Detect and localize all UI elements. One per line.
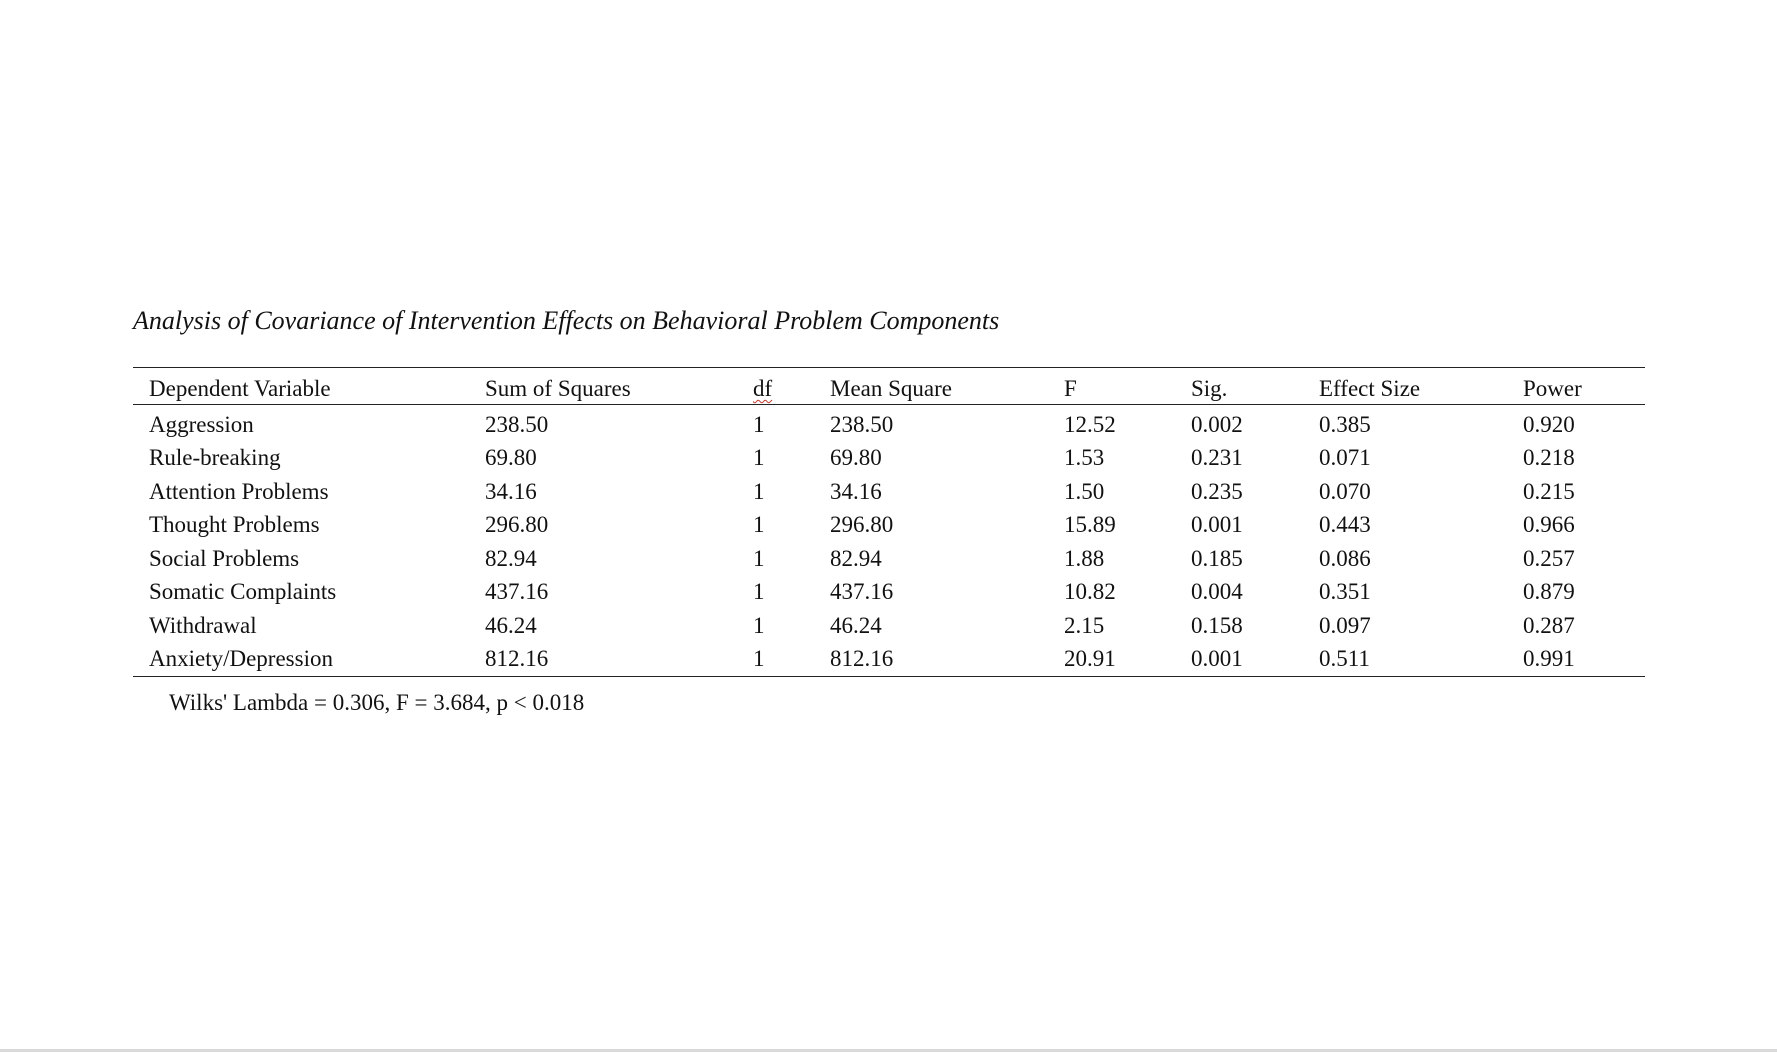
- header-f: F: [1064, 376, 1077, 401]
- cell-power: 0.920: [1523, 412, 1575, 437]
- cell-df: 1: [753, 512, 765, 538]
- cell-f: 20.91: [1064, 646, 1116, 672]
- cell-sig: 0.004: [1191, 579, 1243, 605]
- header-effect-size: Effect Size: [1319, 376, 1421, 401]
- cell-df: 1: [753, 445, 765, 471]
- table-row: [133, 575, 1645, 609]
- table-caption: Analysis of Covariance of Intervention Effects on Behavioral Problem Components: [133, 306, 1000, 335]
- cell-effect-size: 0.097: [1319, 612, 1371, 638]
- cell-dependent-variable: Rule-breaking: [149, 445, 281, 471]
- cell-dependent-variable: Social Problems: [149, 545, 300, 571]
- cell-sum-of-squares: 238.50: [485, 412, 549, 437]
- cell-mean-square: 69.80: [830, 445, 882, 471]
- cell-sum-of-squares: 437.16: [485, 579, 549, 605]
- cell-mean-square: 296.80: [830, 512, 894, 538]
- cell-dependent-variable: Somatic Complaints: [149, 579, 337, 605]
- cell-sig: 0.185: [1191, 545, 1243, 571]
- cell-mean-square: 812.16: [830, 646, 894, 672]
- header-sum-of-squares: Sum of Squares: [485, 376, 631, 401]
- header-power: Power: [1523, 376, 1582, 401]
- cell-effect-size: 0.443: [1319, 512, 1371, 538]
- cell-f: 2.15: [1064, 612, 1105, 638]
- cell-sig: 0.231: [1191, 445, 1243, 471]
- cell-effect-size: 0.385: [1319, 412, 1371, 437]
- cell-power: 0.879: [1523, 579, 1575, 605]
- cell-df: 1: [753, 412, 765, 437]
- cell-df: 1: [753, 478, 765, 504]
- cell-dependent-variable: Anxiety/Depression: [149, 646, 333, 672]
- cell-power: 0.991: [1523, 646, 1575, 672]
- cell-effect-size: 0.071: [1319, 445, 1371, 471]
- cell-dependent-variable: Withdrawal: [149, 612, 257, 638]
- cell-power: 0.215: [1523, 478, 1575, 504]
- header-df: [737, 368, 814, 405]
- cell-effect-size: 0.351: [1319, 579, 1371, 605]
- cell-df: 1: [753, 646, 765, 672]
- cell-mean-square: 238.50: [830, 412, 894, 437]
- cell-mean-square: 437.16: [830, 579, 894, 605]
- cell-power: 0.966: [1523, 512, 1575, 538]
- cell-sig: 0.235: [1191, 478, 1243, 504]
- cell-sum-of-squares: 69.80: [485, 445, 537, 471]
- cell-mean-square: 34.16: [830, 478, 882, 504]
- cell-sum-of-squares: 46.24: [485, 612, 537, 638]
- cell-f: 15.89: [1064, 512, 1116, 538]
- table-row: [133, 642, 1645, 676]
- cell-sig: 0.001: [1191, 512, 1243, 538]
- table-row: [133, 405, 1645, 442]
- cell-f: 1.50: [1064, 478, 1105, 504]
- cell-df: 1: [753, 612, 765, 638]
- cell-power: 0.257: [1523, 545, 1575, 571]
- cell-effect-size: 0.086: [1319, 545, 1371, 571]
- cell-df: 1: [753, 545, 765, 571]
- header-mean-square: Mean Square: [830, 376, 952, 401]
- cell-sig: 0.001: [1191, 646, 1243, 672]
- cell-sig: 0.158: [1191, 612, 1243, 638]
- cell-dependent-variable: Thought Problems: [149, 512, 320, 538]
- cell-sum-of-squares: 34.16: [485, 478, 537, 504]
- header-df-label: df: [753, 376, 773, 401]
- cell-dependent-variable: Aggression: [149, 412, 254, 437]
- cell-sum-of-squares: 812.16: [485, 646, 549, 672]
- table-row: [133, 475, 1645, 509]
- ancova-table: [133, 367, 1645, 677]
- cell-effect-size: 0.070: [1319, 478, 1371, 504]
- table-row: [133, 542, 1645, 576]
- table-header-row: [133, 368, 1645, 405]
- header-dependent-variable: Dependent Variable: [149, 376, 331, 401]
- cell-mean-square: 82.94: [830, 545, 882, 571]
- cell-power: 0.218: [1523, 445, 1575, 471]
- cell-mean-square: 46.24: [830, 612, 882, 638]
- cell-effect-size: 0.511: [1319, 646, 1370, 672]
- header-sig: Sig.: [1191, 376, 1228, 401]
- cell-power: 0.287: [1523, 612, 1575, 638]
- cell-sum-of-squares: 82.94: [485, 545, 537, 571]
- cell-f: 10.82: [1064, 579, 1116, 605]
- cell-df: 1: [753, 579, 765, 605]
- table-row: [133, 609, 1645, 643]
- table-note: Wilks' Lambda = 0.306, F = 3.684, p < 0.018: [169, 690, 585, 715]
- cell-f: 12.52: [1064, 412, 1116, 437]
- cell-sum-of-squares: 296.80: [485, 512, 549, 538]
- table-row: [133, 508, 1645, 542]
- table-row: [133, 441, 1645, 475]
- cell-dependent-variable: Attention Problems: [149, 478, 329, 504]
- cell-f: 1.53: [1064, 445, 1105, 471]
- cell-f: 1.88: [1064, 545, 1105, 571]
- cell-sig: 0.002: [1191, 412, 1243, 437]
